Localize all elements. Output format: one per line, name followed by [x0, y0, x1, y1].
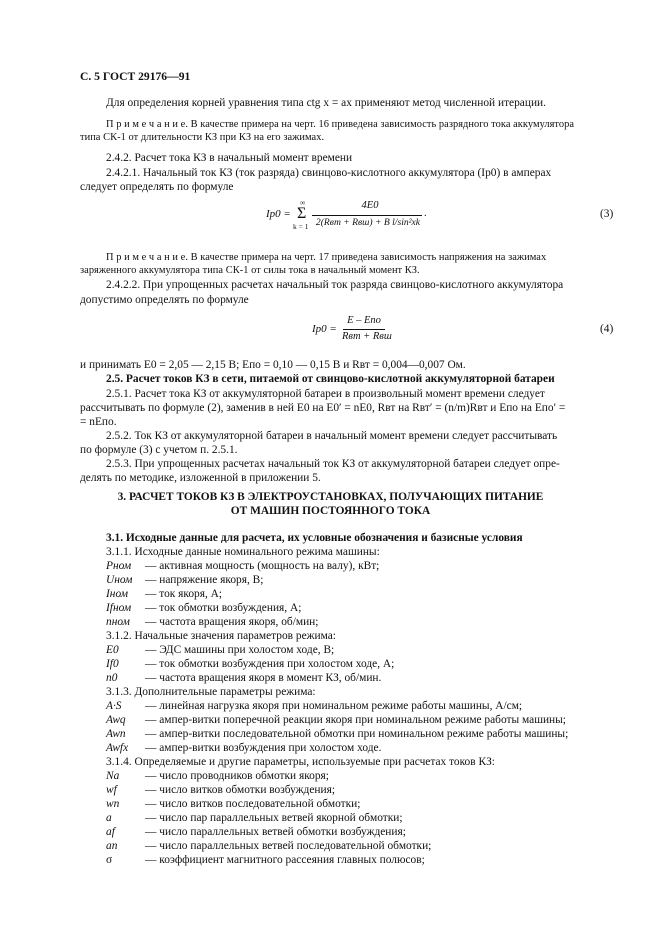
section-2-4-2-1-line-2: следует определять по формуле	[80, 181, 234, 193]
eq3-sum-bottom: k = 1	[293, 222, 309, 231]
eq4-fraction-bar	[343, 329, 385, 330]
symbol-p-nom: Pном	[106, 560, 132, 572]
definition-n-nom: — частота вращения якоря, об/мин;	[145, 616, 319, 628]
section-3-1-4: 3.1.4. Определяемые и другие параметры, используемые при расчетах токов КЗ:	[106, 756, 495, 768]
symbol-n0: n0	[106, 672, 118, 684]
definition-wp: — число витков последовательной обмотки;	[145, 798, 361, 810]
section-3-title-line-1: 3. РАСЧЕТ ТОКОВ КЗ В ЭЛЕКТРОУСТАНОВКАХ, ПОЛУЧАЮЩИХ ПИТАНИЕ	[117, 491, 544, 503]
symbol-a: a	[106, 812, 112, 824]
symbol-ap: aп	[106, 840, 118, 852]
eq4-lhs: Iр0 =	[312, 323, 337, 335]
definition-af: — число параллельных ветвей обмотки возбуждения;	[145, 826, 406, 838]
definition-e0: — ЭДС машины при холостом ходе, В;	[145, 644, 335, 656]
symbol-i-nom: Iном	[106, 588, 128, 600]
eq4-numerator: E – Eпо	[347, 315, 381, 326]
section-3-1-2: 3.1.2. Начальные значения параметров режима:	[106, 630, 336, 642]
accept-values-line: и принимать E0 = 2,05 — 2,15 В; Eпо = 0,10 — 0,15 В и Rвт = 0,004—0,007 Ом.	[80, 359, 466, 371]
intro-paragraph: Для определения корней уравнения типа ctg x = ax применяют метод численной итерации.	[106, 97, 546, 109]
symbol-af: af	[106, 826, 115, 838]
note-2-line-1: П р и м е ч а н и е. В качестве примера на черт. 17 приведена зависимость напряжения на зажимах	[106, 252, 547, 263]
symbol-as: A·S	[106, 700, 122, 712]
section-3-1-1: 3.1.1. Исходные данные номинального режима машины:	[106, 546, 380, 558]
symbol-sigma: σ	[106, 854, 113, 866]
eq3-lhs: Iр0 =	[266, 208, 291, 220]
definition-as: — линейная нагрузка якоря при номинальном режиме работы машины, А/см;	[145, 700, 523, 712]
definition-wf: — число витков обмотки возбуждения;	[145, 784, 335, 796]
symbol-if0: If0	[106, 658, 119, 670]
section-3-1-title: 3.1. Исходные данные для расчета, их условные обозначения и базисные условия	[106, 532, 523, 544]
section-2-4-2-2-line-2: допустимо определять по формуле	[80, 294, 249, 306]
section-2-5-2-line-1: 2.5.2. Ток КЗ от аккумуляторной батареи в начальный момент времени следует рассчитывать	[106, 430, 558, 442]
note-2-line-2: заряженного аккумулятора типа СК-1 от силы тока в начальный момент КЗ.	[80, 265, 420, 276]
definition-if-nom: — ток обмотки возбуждения, А;	[145, 602, 302, 614]
section-2-5-3-line-1: 2.5.3. При упрощенных расчетах начальный ток КЗ от аккумуляторной батареи следует опре-	[106, 458, 560, 470]
eq3-numerator: 4E0	[361, 200, 379, 211]
section-2-4-2-1-line-1: 2.4.2.1. Начальный ток КЗ (ток разряда) свинцово-кислотного аккумулятора (Iр0) в амперах	[106, 167, 552, 179]
section-3-1-3: 3.1.3. Дополнительные параметры режима:	[106, 686, 316, 698]
definition-i-nom: — ток якоря, А;	[145, 588, 223, 600]
symbol-awq: Awq	[106, 714, 126, 726]
definition-awp: — ампер-витки последовательной обмотки при номинальном режиме работы машины;	[145, 728, 569, 740]
section-2-4-2-2-line-1: 2.4.2.2. При упрощенных расчетах начальный ток разряда свинцово-кислотного аккумулятора	[106, 279, 564, 291]
symbol-na: Nа	[106, 770, 120, 782]
eq3-sum-top: ∞	[300, 198, 306, 207]
definition-p-nom: — активная мощность (мощность на валу), кВт;	[145, 560, 380, 572]
note-1-line-2: типа СК-1 от длительности КЗ при КЗ на его зажимах.	[80, 132, 325, 143]
section-2-5-1-line-1: 2.5.1. Расчет тока КЗ от аккумуляторной батареи в произвольный момент времени следует	[106, 388, 545, 400]
eq4-number: (4)	[600, 323, 614, 335]
symbol-e0: E0	[106, 644, 119, 656]
symbol-awfx: Awfx	[106, 742, 129, 754]
symbol-wf: wf	[106, 784, 117, 796]
definition-u-nom: — напряжение якоря, В;	[145, 574, 264, 586]
eq3-fraction-bar	[312, 215, 422, 216]
section-2-4-2: 2.4.2. Расчет тока КЗ в начальный момент времени	[106, 152, 353, 164]
symbol-wp: wп	[106, 798, 120, 810]
eq3-denominator: 2(Rвт + Rвш) + B l/sin²xk	[315, 217, 421, 228]
section-2-5-1-line-2: рассчитывать по формуле (2), заменив в ней E0 на E0′ = nE0, Rвт на Rвт′ = (n/m)Rвт и Eпо на Eпо′ =	[80, 402, 566, 414]
eq4-denominator: Rвт + Rвш	[342, 331, 392, 342]
eq3-sigma: Σ	[297, 205, 307, 222]
symbol-awp: Awп	[106, 728, 126, 740]
definition-sigma: — коэффициент магнитного рассеяния главных полюсов;	[145, 854, 425, 866]
section-2-5-2-line-2: по формуле (3) с учетом п. 2.5.1.	[80, 444, 238, 456]
section-2-5-1-line-3: = nEпо.	[80, 416, 117, 428]
symbol-u-nom: Uном	[106, 574, 133, 586]
definition-na: — число проводников обмотки якоря;	[145, 770, 329, 782]
section-2-5-title: 2.5. Расчет токов КЗ в сети, питаемой от свинцово-кислотной аккумуляторной батареи	[106, 373, 555, 385]
definition-a: — число пар параллельных ветвей якорной обмотки;	[145, 812, 403, 824]
symbol-if-nom: Ifном	[106, 602, 132, 614]
definition-ap: — число параллельных ветвей последовательной обмотки;	[145, 840, 432, 852]
symbol-n-nom: nном	[106, 616, 130, 628]
definition-if0: — ток обмотки возбуждения при холостом ходе, А;	[145, 658, 395, 670]
definition-n0: — частота вращения якоря в момент КЗ, об/мин.	[145, 672, 382, 684]
section-3-title-line-2: ОТ МАШИН ПОСТОЯННОГО ТОКА	[230, 505, 431, 517]
definition-awq: — ампер-витки поперечной реакции якоря при номинальном режиме работы машины;	[145, 714, 566, 726]
note-1-line-1: П р и м е ч а н и е. В качестве примера на черт. 16 приведена зависимость разрядного тока аккумулятора	[106, 119, 575, 130]
definition-awfx: — ампер-витки возбуждения при холостом ходе.	[145, 742, 382, 754]
eq3-number: (3)	[600, 208, 614, 220]
page-header: С. 5 ГОСТ 29176—91	[80, 70, 191, 83]
section-2-5-3-line-2: делять по методике, изложенной в приложении 5.	[80, 472, 321, 484]
eq3-tail: .	[424, 208, 427, 219]
